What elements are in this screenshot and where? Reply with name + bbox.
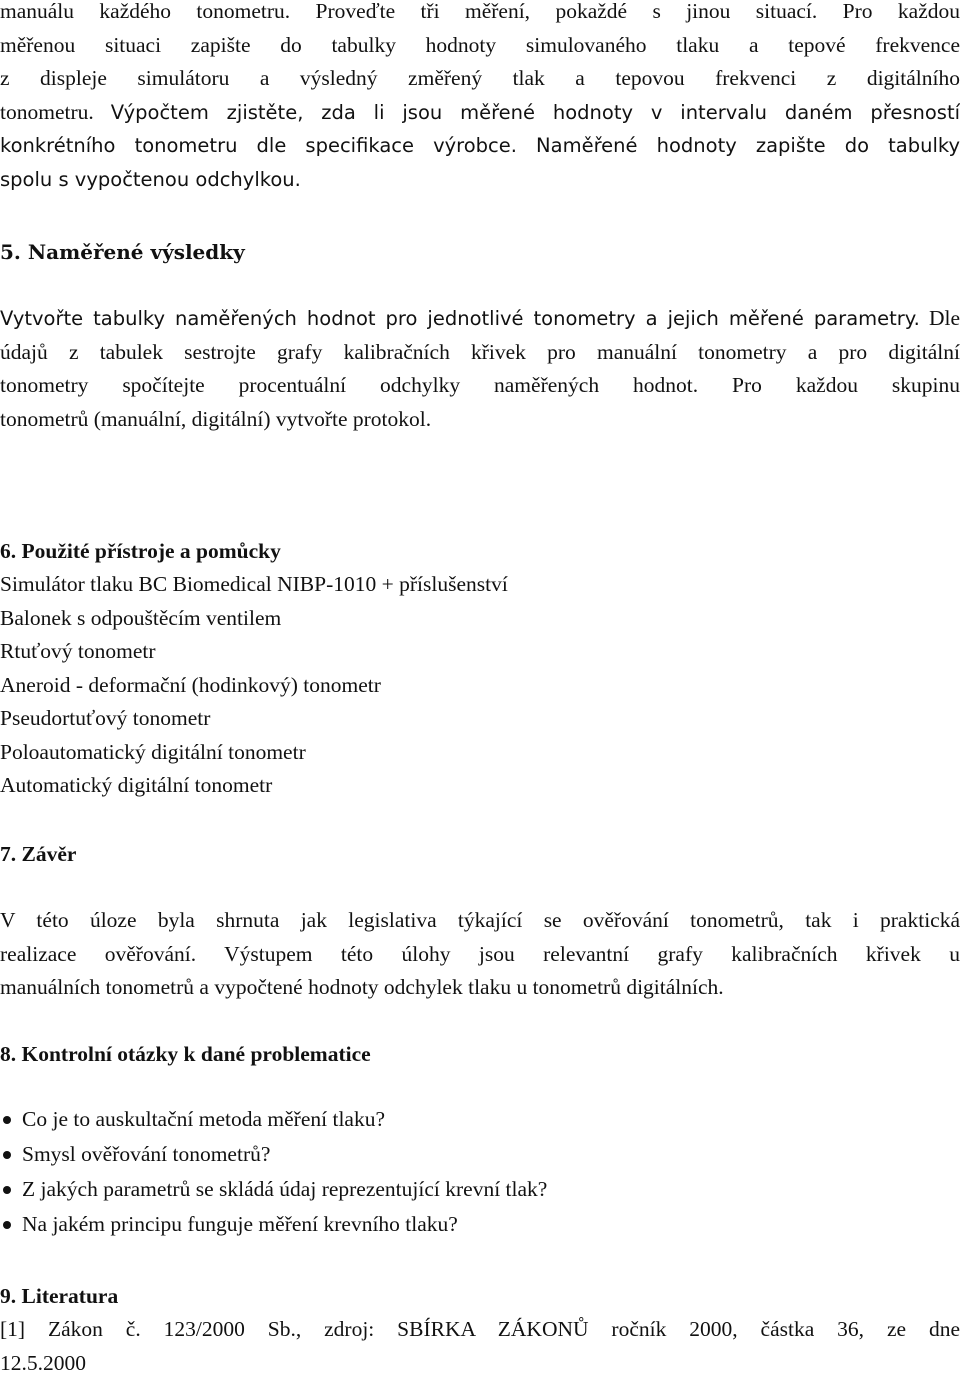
section-5-heading xyxy=(0,236,960,269)
section-8-questions xyxy=(0,1102,960,1242)
list-item xyxy=(0,1102,960,1137)
text-fragment: tonometru. xyxy=(0,100,111,124)
section-7-body xyxy=(0,904,960,1005)
section-8-heading xyxy=(0,1038,960,1071)
text-line: realizace ověřování. Výstupem této úlohy jsou relevantní grafy kalibračních křivek u xyxy=(0,938,960,972)
text-line: měřenou situaci zapište do tabulky hodnoty simulovaného tlaku a tepové frekvence xyxy=(0,29,960,63)
section-9 xyxy=(0,1280,960,1380)
equipment-item: Rtuťový tonometr xyxy=(0,635,960,669)
list-item xyxy=(0,1172,960,1207)
section-heading: 9. Literatura xyxy=(0,1280,960,1313)
section-heading: 7. Závěr xyxy=(0,838,960,871)
question-text: Na jakém principu funguje měření krevního tlaku? xyxy=(22,1212,458,1236)
section-heading: 6. Použité přístroje a pomůcky xyxy=(0,535,960,568)
equipment-item: Simulátor tlaku BC Biomedical NIBP-1010 + příslušenství xyxy=(0,568,960,602)
bullet-icon xyxy=(3,1186,11,1194)
question-text: Z jakých parametrů se skládá údaj reprezentující krevní tlak? xyxy=(22,1177,547,1201)
bullet-icon xyxy=(3,1221,11,1229)
list-item xyxy=(0,1137,960,1172)
section-heading: 8. Kontrolní otázky k dané problematice xyxy=(0,1038,960,1071)
list-item xyxy=(0,1207,960,1242)
text-line xyxy=(0,96,960,130)
reference-line: 12.5.2000 xyxy=(0,1347,960,1380)
text-fragment: Výpočtem zjistěte, zda li jsou měřené hodnoty v intervalu daném přesností xyxy=(111,101,960,124)
equipment-item: Pseudortuťový tonometr xyxy=(0,702,960,736)
text-line xyxy=(0,302,960,336)
question-text: Smysl ověřování tonometrů? xyxy=(22,1142,270,1166)
bullet-icon xyxy=(3,1116,11,1124)
text-line: údajů z tabulek sestrojte grafy kalibračních křivek pro manuální tonometry a pro digitální xyxy=(0,336,960,370)
text-line: manuálních tonometrů a vypočtené hodnoty odchylek tlaku u tonometrů digitálních. xyxy=(0,971,960,1005)
text-line: V této úloze byla shrnuta jak legislativa týkající se ověřování tonometrů, tak i praktická xyxy=(0,904,960,938)
text-line: tonometrů (manuální, digitální) vytvořte protokol. xyxy=(0,403,960,437)
section-5-body xyxy=(0,302,960,436)
text-line: konkrétního tonometru dle specifikace výrobce. Naměřené hodnoty zapište do tabulky xyxy=(0,129,960,163)
intro-paragraph xyxy=(0,0,960,196)
section-6 xyxy=(0,535,960,803)
equipment-item: Balonek s odpouštěcím ventilem xyxy=(0,602,960,636)
equipment-item: Automatický digitální tonometr xyxy=(0,769,960,803)
reference-line: [1] Zákon č. 123/2000 Sb., zdroj: SBÍRKA ZÁKONŮ ročník 2000, částka 36, ze dne xyxy=(0,1313,960,1347)
question-text: Co je to auskultační metoda měření tlaku? xyxy=(22,1107,385,1131)
text-line: manuálu každého tonometru. Proveďte tři měření, pokaždé s jinou situací. Pro každou xyxy=(0,0,960,29)
equipment-item: Poloautomatický digitální tonometr xyxy=(0,736,960,770)
equipment-item: Aneroid - deformační (hodinkový) tonometr xyxy=(0,669,960,703)
section-7-heading xyxy=(0,838,960,871)
text-line: spolu s vypočtenou odchylkou. xyxy=(0,163,960,197)
text-fragment: Dle xyxy=(920,306,960,330)
bullet-icon xyxy=(3,1151,11,1159)
text-line: z displeje simulátoru a výsledný změřený tlak a tepovou frekvenci z digitálního xyxy=(0,62,960,96)
section-heading: 5. Naměřené výsledky xyxy=(0,236,960,269)
text-fragment: Vytvořte tabulky naměřených hodnot pro jednotlivé tonometry a jejich měřené parametry. xyxy=(0,307,920,330)
text-line: tonometry spočítejte procentuální odchylky naměřených hodnot. Pro každou skupinu xyxy=(0,369,960,403)
